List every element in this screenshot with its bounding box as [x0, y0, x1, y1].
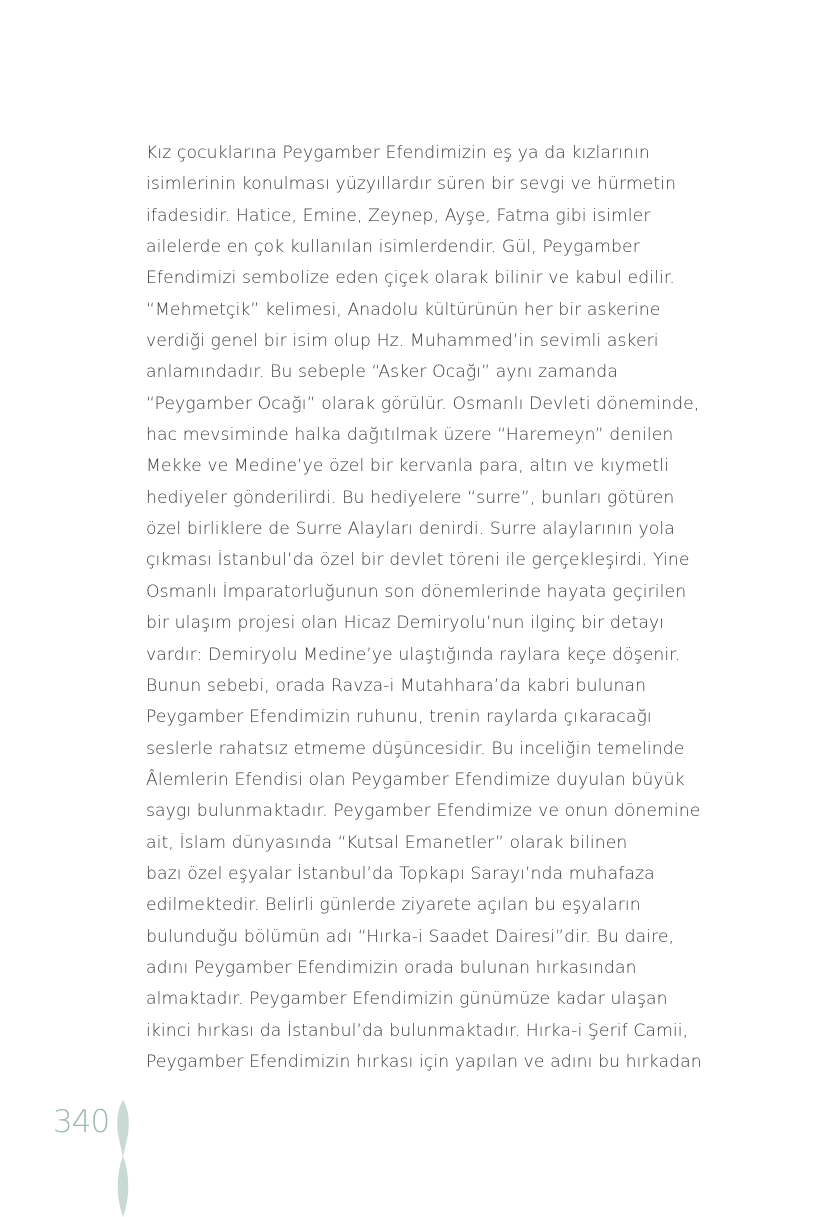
- text-line: edilmektedir. Belirli günlerde ziyarete açılan bu eşyaların: [146, 895, 641, 916]
- text-line: saygı bulunmaktadır. Peygamber Efendimize ve onun dönemine: [146, 801, 701, 822]
- text-line: “Peygamber Ocağı” olarak görülür. Osmanlı Devleti döneminde,: [146, 393, 700, 414]
- text-line: ikinci hırkası da İstanbul’da bulunmaktadır. Hırka-i Şerif Camii,: [146, 1020, 689, 1041]
- text-line: vardır: Demiryolu Medine’ye ulaştığında raylara keçe döşenir.: [146, 644, 681, 665]
- leaf-ornament-icon: [114, 1100, 132, 1217]
- text-line: almaktadır. Peygamber Efendimizin günümüze kadar ulaşan: [146, 989, 668, 1010]
- text-line: “Mehmetçik” kelimesi, Anadolu kültürünün her bir askerine: [146, 299, 661, 320]
- text-line: hediyeler gönderilirdi. Bu hediyelere “surre”, bunları götüren: [146, 487, 675, 508]
- text-line: ailelerde en çok kullanılan isimlerdendir. Gül, Peygamber: [146, 237, 640, 258]
- ornament-lower-leaf: [118, 1156, 129, 1217]
- text-line: isimlerinin konulması yüzyıllardır süren bir sevgi ve hürmetin: [146, 174, 677, 195]
- text-line: Bunun sebebi, orada Ravza-i Mutahhara’da kabri bulunan: [146, 675, 647, 696]
- text-line: Âlemlerin Efendisi olan Peygamber Efendimize duyulan büyük: [146, 769, 685, 790]
- text-line: anlamındadır. Bu sebeple “Asker Ocağı” aynı zamanda: [146, 362, 618, 383]
- ornament-upper-leaf: [117, 1100, 129, 1158]
- text-line: Peygamber Efendimizin hırkası için yapılan ve adını bu hırkadan: [146, 1051, 702, 1072]
- text-line: Mekke ve Medine’ye özel bir kervanla para, altın ve kıymetli: [146, 456, 669, 477]
- text-line: adını Peygamber Efendimizin orada bulunan hırkasından: [146, 957, 637, 978]
- page-number: 340: [53, 1104, 110, 1140]
- text-line: Efendimizi sembolize eden çiçek olarak bilinir ve kabul edilir.: [146, 268, 675, 289]
- text-line: bazı özel eşyalar İstanbul’da Topkapı Sarayı’nda muhafaza: [146, 863, 655, 884]
- body-paragraph: [146, 138, 746, 1078]
- text-line: bir ulaşım projesi olan Hicaz Demiryolu’nun ilginç bir detayı: [146, 613, 665, 634]
- text-line: bulunduğu bölümün adı “Hırka-i Saadet Dairesi”dir. Bu daire,: [146, 926, 675, 947]
- text-line: çıkması İstanbul’da özel bir devlet töreni ile gerçekleşirdi. Yine: [146, 550, 690, 571]
- text-line: seslerle rahatsız etmeme düşüncesidir. Bu inceliğin temelinde: [146, 738, 685, 759]
- text-line: Osmanlı İmparatorluğunun son dönemlerinde hayata geçirilen: [146, 581, 687, 602]
- text-line: özel birliklere de Surre Alayları denirdi. Surre alaylarının yola: [146, 519, 675, 540]
- text-line: hac mevsiminde halka dağıtılmak üzere “Haremeyn” denilen: [146, 425, 674, 446]
- text-line: ifadesidir. Hatice, Emine, Zeynep, Ayşe, Fatma gibi isimler: [146, 205, 651, 226]
- text-line: Peygamber Efendimizin ruhunu, trenin raylarda çıkaracağı: [146, 707, 652, 728]
- text-line: Kız çocuklarına Peygamber Efendimizin eş ya da kızlarının: [146, 143, 650, 163]
- text-line: verdiği genel bir isim olup Hz. Muhammed’in sevimli askeri: [146, 331, 659, 352]
- text-line: ait, İslam dünyasında “Kutsal Emanetler” olarak bilinen: [146, 832, 628, 853]
